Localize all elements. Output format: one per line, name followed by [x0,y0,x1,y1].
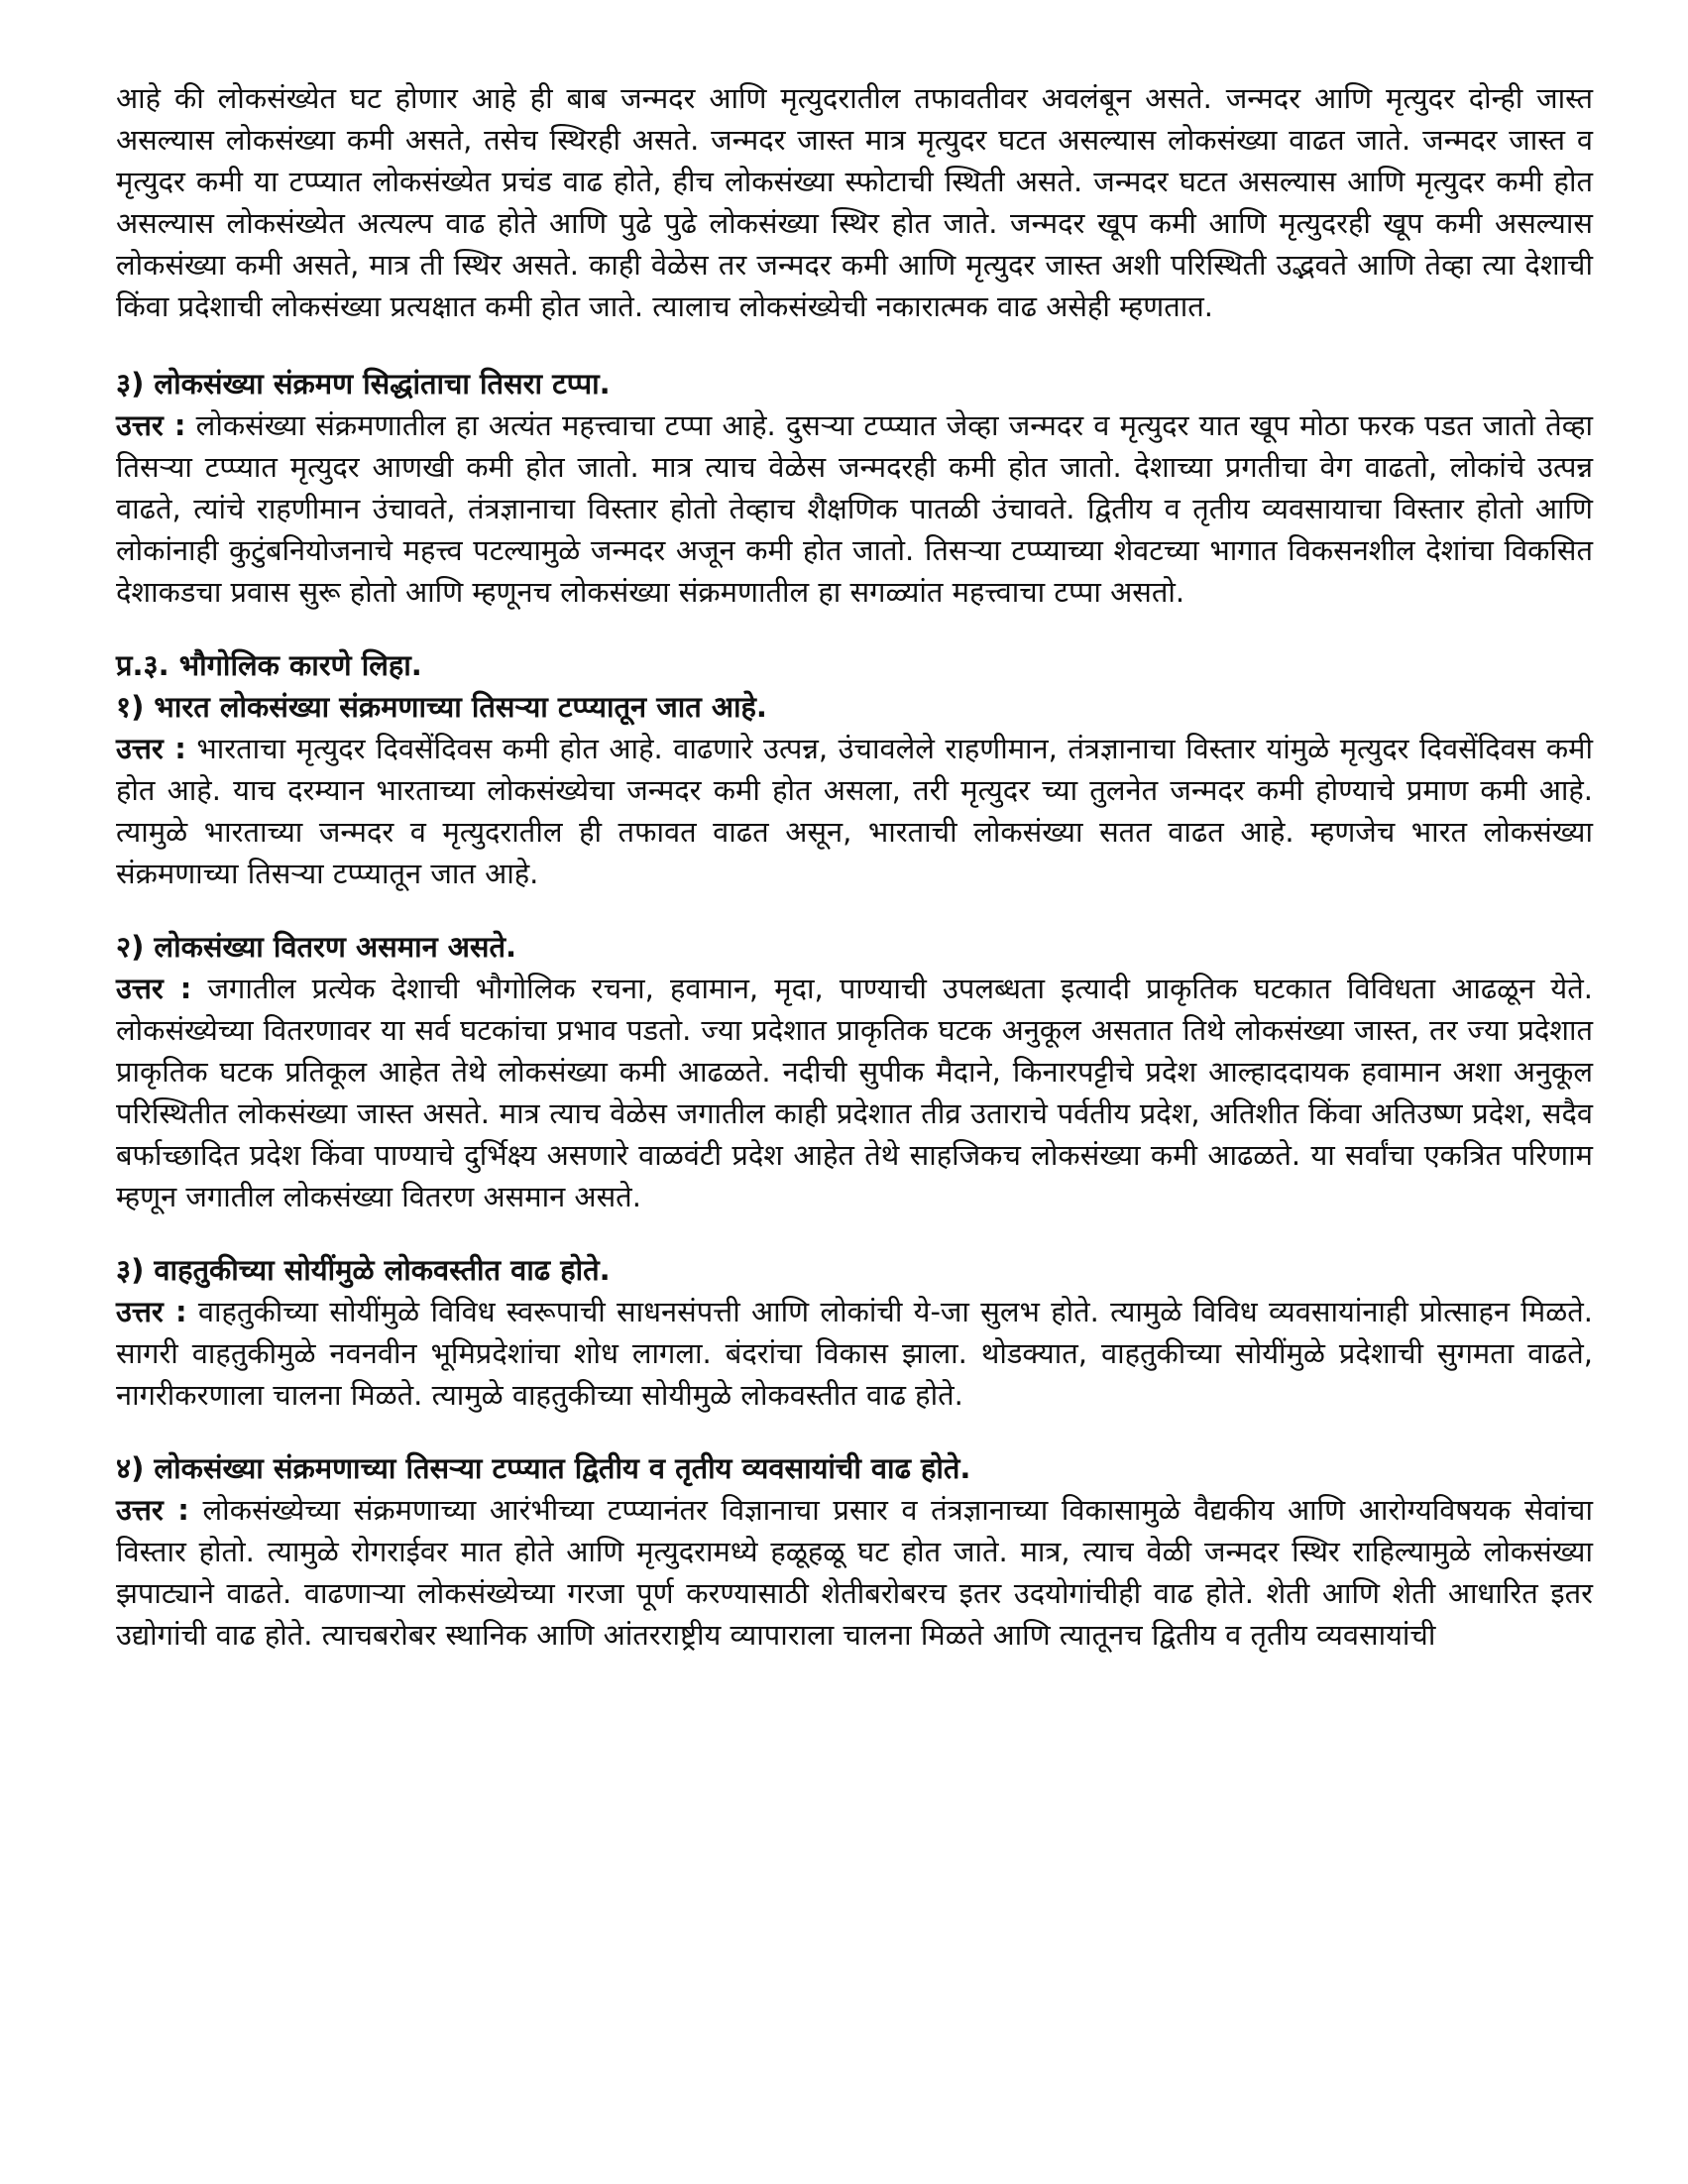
answer-label: उत्तर : [116,1295,187,1328]
reason-answer [116,1291,1593,1416]
stage-three-block [116,363,1593,613]
stage-three-answer [116,404,1593,613]
reason-question: ३) वाहतुकीच्या सोयींमुळे लोकवस्तीत वाढ होते. [116,1253,611,1287]
answer-label: उत्तर : [116,1493,189,1527]
reason-question: ४) लोकसंख्या संक्रमणाच्या तिसऱ्या टप्प्यात द्वितीय व तृतीय व्यवसायांची वाढ होते. [116,1451,971,1485]
answer-text: जगातील प्रत्येक देशाची भौगोलिक रचना, हवामान, मृदा, पाण्याची उपलब्धता इत्यादी प्राकृतिक घटकात विविधता आढळून येते. लोकसंख्येच्या वितरणावर या सर्व घटकांचा प्रभाव पडतो. ज्या प्रदेशात प्राकृतिक घटक अनुकूल असतात तिथे लोकसंख्या जास्त, तर ज्या प्रदेशात प्राकृतिक घटक प्रतिकूल आहेत तेथे लोकसंख्या कमी आढळते. नदीची सुपीक मैदाने, किनारपट्टीचे प्रदेश आल्हाददायक हवामान अशा अनुकूल परिस्थितीत लोकसंख्या जास्त असते. मात्र त्याच वेळेस जगातील काही प्रदेशात तीव्र उताराचे पर्वतीय प्रदेश, अतिशीत किंवा अतिउष्ण प्रदेश, सदैव बर्फाच्छादित प्रदेश किंवा पाण्याचे दुर्भिक्ष्य असणारे वाळवंटी प्रदेश आहेत तेथे साहजिकच लोकसंख्या कमी आढळते. या सर्वांचा एकत्रित परिणाम म्हणून जगातील लोकसंख्या वितरण असमान असते. [116,972,1593,1213]
reason-block-1 [116,686,1593,894]
reason-answer [116,1489,1593,1656]
reason-question: १) भारत लोकसंख्या संक्रमणाच्या तिसऱ्या टप्प्यातून जात आहे. [116,690,767,724]
answer-label: उत्तर : [116,972,192,1005]
answer-text: भारताचा मृत्युदर दिवसेंदिवस कमी होत आहे. वाढणारे उत्पन्न, उंचावलेले राहणीमान, तंत्रज्ञानाचा विस्तार यांमुळे मृत्युदर दिवसेंदिवस कमी होत आहे. याच दरम्यान भारताच्या लोकसंख्येचा जन्मदर कमी होत असला, तरी मृत्युदर च्या तुलनेत जन्मदर कमी होण्याचे प्रमाण कमी आहे. त्यामुळे भारताच्या जन्मदर व मृत्युदरातील ही तफावत वाढत असून, भारताची लोकसंख्या सतत वाढत आहे. म्हणजेच भारत लोकसंख्या संक्रमणाच्या तिसऱ्या टप्प्यातून जात आहे. [116,732,1594,890]
section-heading: प्र.३. भौगोलिक कारणे लिहा. [116,648,422,682]
reason-block-2 [116,926,1593,1217]
answer-text: लोकसंख्या संक्रमणातील हा अत्यंत महत्त्वाचा टप्पा आहे. दुसऱ्या टप्प्यात जेव्हा जन्मदर व मृत्युदर यात खूप मोठा फरक पडत जातो तेव्हा तिसऱ्या टप्प्यात मृत्युदर आणखी कमी होत जातो. मात्र त्याच वेळेस जन्मदरही कमी होत जातो. देशाच्या प्रगतीचा वेग वाढतो, लोकांचे उत्पन्न वाढते, त्यांचे राहणीमान उंचावते, तंत्रज्ञानाचा विस्तार होतो तेव्हाच शैक्षणिक पातळी उंचावते. द्वितीय व तृतीय व्यवसायाचा विस्तार होतो आणि लोकांनाही कुटुंबनियोजनाचे महत्त्व पटल्यामुळे जन्मदर अजून कमी होत जातो. तिसऱ्या टप्प्याच्या शेवटच्या भागात विकसनशील देशांचा विकसित देशाकडचा प्रवास सुरू होतो आणि म्हणूनच लोकसंख्या संक्रमणातील हा सगळ्यांत महत्त्वाचा टप्पा असतो. [116,408,1593,609]
document-page [116,77,1593,1687]
reason-question: २) लोकसंख्या वितरण असमान असते. [116,930,517,964]
answer-label: उत्तर : [116,408,186,442]
reason-answer [116,968,1593,1217]
answer-text: वाहतुकीच्या सोयींमुळे विविध स्वरूपाची साधनसंपत्ती आणि लोकांची ये-जा सुलभ होते. त्यामुळे विविध व्यवसायांनाही प्रोत्साहन मिळते. सागरी वाहतुकीमुळे नवनवीन भूमिप्रदेशांचा शोध लागला. बंदरांचा विकास झाला. थोडक्यात, वाहतुकीच्या सोयींमुळे प्रदेशाची सुगमता वाढते, नागरीकरणाला चालना मिळते. त्यामुळे वाहतुकीच्या सोयीमुळे लोकवस्तीत वाढ होते. [116,1295,1593,1412]
reason-block-3 [116,1249,1593,1416]
answer-label: उत्तर : [116,732,186,765]
stage-three-question: ३) लोकसंख्या संक्रमण सिद्धांताचा तिसरा टप्पा. [116,367,611,401]
reason-block-4 [116,1447,1593,1656]
reason-answer [116,728,1593,894]
intro-paragraph: आहे की लोकसंख्येत घट होणार आहे ही बाब जन्मदर आणि मृत्युदरातील तफावतीवर अवलंबून असते. जन्मदर आणि मृत्युदर दोन्ही जास्त असल्यास लोकसंख्या कमी असते, तसेच स्थिरही असते. जन्मदर जास्त मात्र मृत्युदर घटत असल्यास लोकसंख्या वाढत जाते. जन्मदर जास्त व मृत्युदर कमी या टप्प्यात लोकसंख्येत प्रचंड वाढ होते, हीच लोकसंख्या स्फोटाची स्थिती असते. जन्मदर घटत असल्यास आणि मृत्युदर कमी होत असल्यास लोकसंख्येत अत्यल्प वाढ होते आणि पुढे पुढे लोकसंख्या स्थिर होत जाते. जन्मदर खूप कमी आणि मृत्युदरही खूप कमी असल्यास लोकसंख्या कमी असते, मात्र ती स्थिर असते. काही वेळेस तर जन्मदर कमी आणि मृत्युदर जास्त अशी परिस्थिती उद्भवते आणि तेव्हा त्या देशाची किंवा प्रदेशाची लोकसंख्या प्रत्यक्षात कमी होत जाते. त्यालाच लोकसंख्येची नकारात्मक वाढ असेही म्हणतात. [116,81,1593,323]
answer-text: लोकसंख्येच्या संक्रमणाच्या आरंभीच्या टप्प्यानंतर विज्ञानाचा प्रसार व तंत्रज्ञानाच्या विकासामुळे वैद्यकीय आणि आरोग्यविषयक सेवांचा विस्तार होतो. त्यामुळे रोगराईवर मात होते आणि मृत्युदरामध्ये हळूहळू घट होत जाते. मात्र, त्याच वेळी जन्मदर स्थिर राहिल्यामुळे लोकसंख्या झपाट्याने वाढते. वाढणाऱ्या लोकसंख्येच्या गरजा पूर्ण करण्यासाठी शेतीबरोबरच इतर उदयोगांचीही वाढ होते. शेती आणि शेती आधारित इतर उद्योगांची वाढ होते. त्याचबरोबर स्थानिक आणि आंतरराष्ट्रीय व्यापाराला चालना मिळते आणि त्यातूनच द्वितीय व तृतीय व्यवसायांची [116,1493,1593,1652]
